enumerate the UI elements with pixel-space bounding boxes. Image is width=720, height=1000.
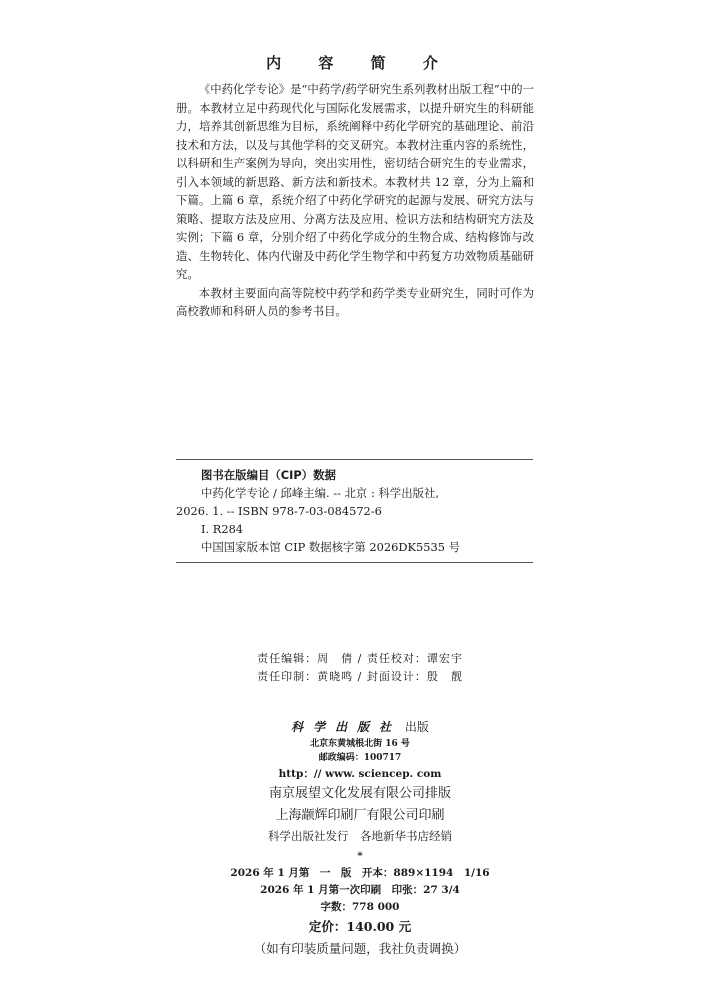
cip-classification: Ⅰ. R284 [201,522,244,536]
cip-record-number: 中国国家版本馆 CIP 数据核字第 2026DK5535 号 [201,540,461,554]
credits-line: 责任印制：黄晓鸣 / 封面设计：殷 靓 [257,670,463,683]
distribution: 科学出版社发行 各地新华书店经销 [268,829,452,843]
price: 定价：140.00 元 [308,919,412,934]
typesetter: 南京展望文化发展有限公司排版 [268,786,451,801]
word-count: 字数：778 000 [320,901,400,913]
printing-line: 2026 年 1 月第一次印刷 印张：27 3/4 [260,884,460,896]
cip-heading: 图书在版编目（CIP）数据 [201,468,336,482]
publisher-url: http：// www. sciencep. com [278,768,442,780]
cip-title-line: 中药化学专论 / 邱峰主编. -- 北京 : 科学出版社, [201,486,439,500]
printer: 上海颛辉印刷厂有限公司印刷 [275,808,445,823]
edition-block [0,848,720,960]
editorial-credits [0,650,720,686]
publisher-postcode: 邮政编码：100717 [318,753,402,763]
summary-paragraph: 《中药化学专论》是“中药学/药学研究生系列教材出版工程”中的一册。本教材立足中药现代化与国际化发展需求，以提升研究生的科研能力，培养其创新思维为目标，系统阐释中药化学研究的基础理论、前沿技术和方法，以及与其他学科的交叉研究。本教材注重内容的系统性，以科研和生产案例为导向，突出实用性，密切结合研究生的专业需求，引入本领域的新思路、新方法和新技术。本教材共 12 章，分为上篇和下篇。上篇 6 章，系统介绍了中药化学研究的起源与发展、研究方法与策略、提取方法及应用、分离方法及应用、检识方法和结构研究方法及实例；下篇 6 章，分别介绍了中药化学成分的生物合成、结构修饰与改造、生物转化、体内代谢及中药化学生物学和中药复方功效物质基础研究。 [176,82,534,281]
cip-bottom-rule [176,562,533,563]
content-summary [176,80,534,321]
publisher-address: 北京东黄城根北街 16 号 [310,739,410,749]
quality-note: （如有印装质量问题，我社负责调换） [253,941,467,956]
publisher-block [0,717,720,845]
publisher-suffix: 出版 [404,720,429,734]
publisher-line [0,717,720,737]
separator-star: * [357,850,363,862]
cip-top-rule [176,459,533,460]
cip-isbn-line: 2026. 1. -- ISBN 978-7-03-084572-6 [176,504,382,518]
cip-block [176,466,534,556]
credits-line: 责任编辑：周 倩 / 责任校对：谭宏宇 [257,652,463,665]
page-title: 内 容 简 介 [266,54,454,72]
edition-line: 2026 年 1 月第 一 版 开本：889×1194 1/16 [230,867,490,879]
summary-paragraph: 本教材主要面向高等院校中药学和药学类专业研究生，同时可作为高校教师和科研人员的参考书目。 [176,285,534,318]
publisher-name: 科学出版社 [291,720,402,734]
